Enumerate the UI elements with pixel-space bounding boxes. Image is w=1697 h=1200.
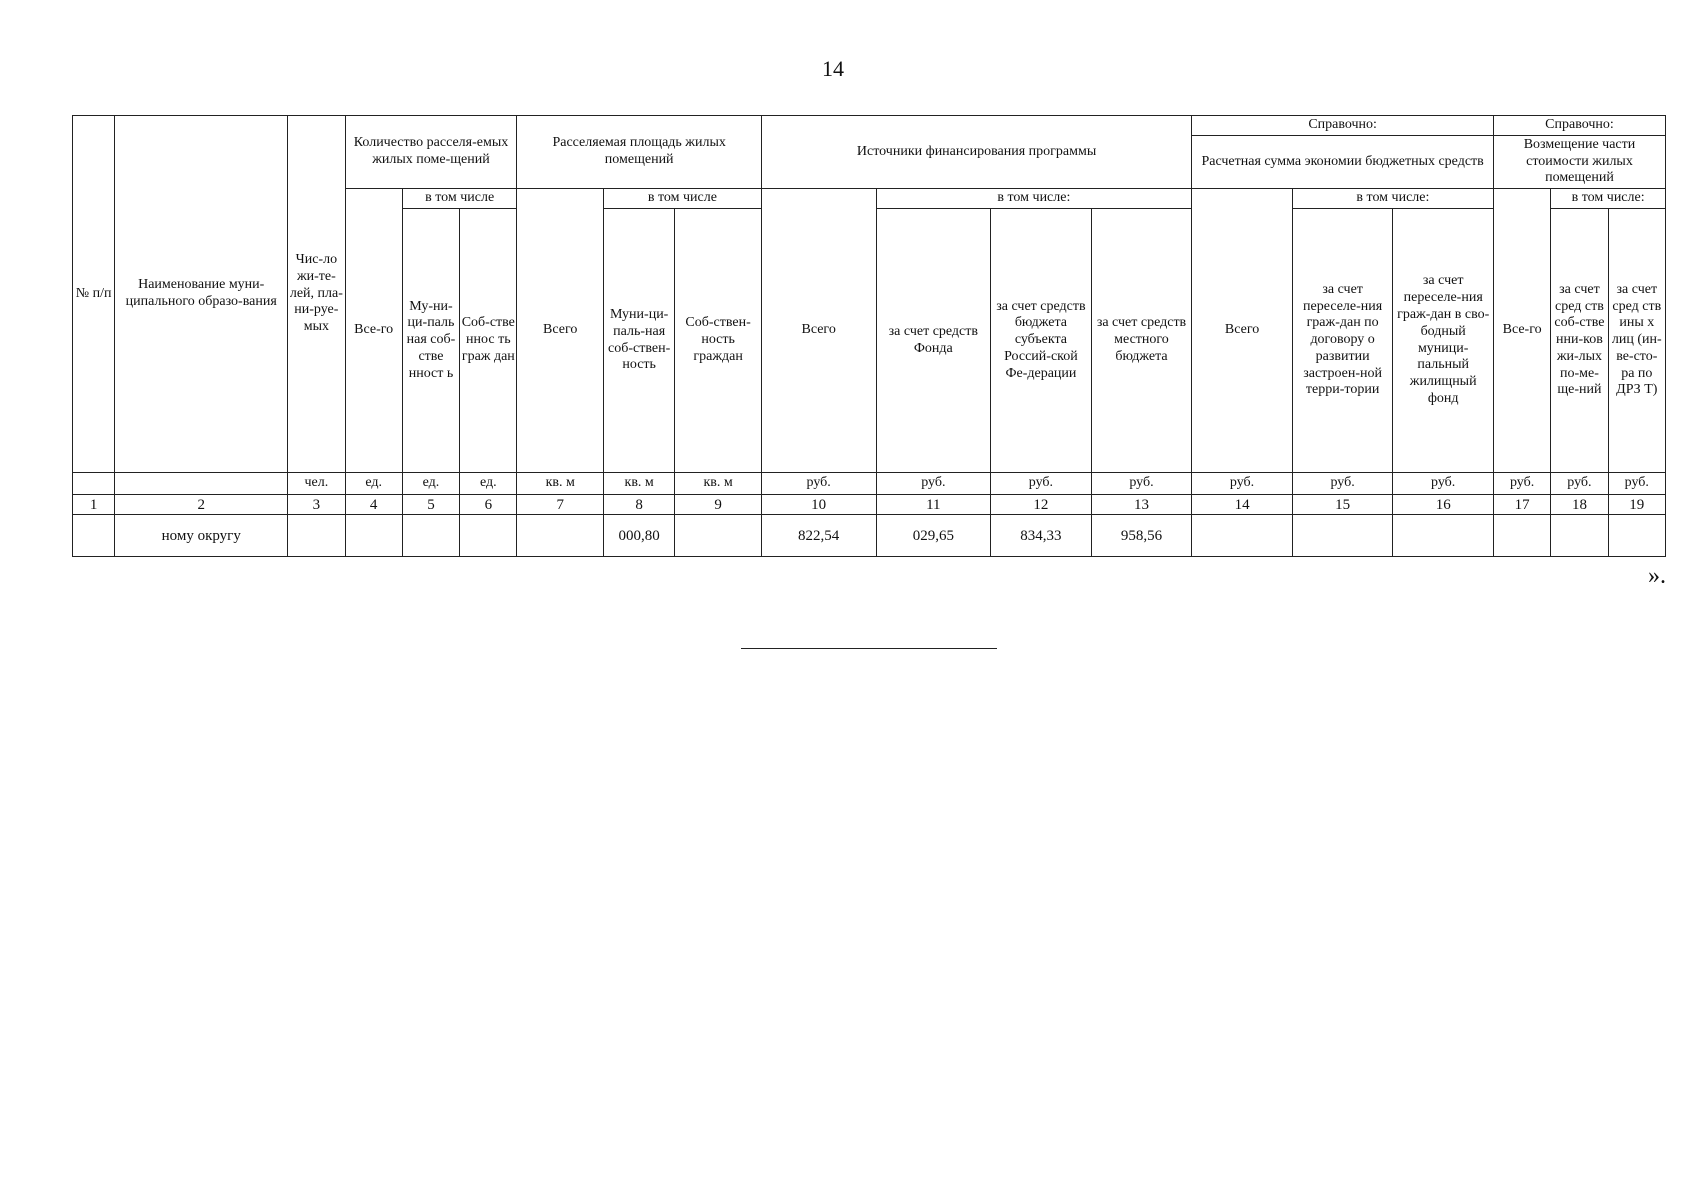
data-cell — [1493, 515, 1550, 557]
column-number: 2 — [115, 495, 288, 515]
reference-label: Справочно: — [1192, 116, 1494, 136]
header-including: в том числе: — [876, 189, 1192, 209]
header-economy-free: за счет переселе-ния граж-дан в сво-бодный муници-пальный жилищный фонд — [1393, 209, 1494, 473]
header-num: № п/п — [73, 116, 115, 473]
column-number: 8 — [603, 495, 674, 515]
unit-cell: руб. — [761, 473, 876, 495]
column-number: 16 — [1393, 495, 1494, 515]
data-cell — [460, 515, 517, 557]
data-cell-name: ному округу — [115, 515, 288, 557]
header-economy-group: Расчетная сумма экономии бюджетных средств — [1192, 136, 1494, 189]
data-cell — [1393, 515, 1494, 557]
closing-quote-mark: ». — [1648, 563, 1666, 589]
header-residents: Чис-ло жи-те-лей, пла-ни-руе-мых — [288, 116, 345, 473]
unit-cell: руб. — [1551, 473, 1608, 495]
closing-rule-divider — [741, 648, 997, 649]
data-cell-finance-local: 958,56 — [1091, 515, 1192, 557]
header-count-total: Все-го — [345, 189, 402, 473]
unit-cell: ед. — [402, 473, 459, 495]
header-economy-total: Всего — [1192, 189, 1293, 473]
data-cell-finance-total: 822,54 — [761, 515, 876, 557]
column-number: 14 — [1192, 495, 1293, 515]
unit-cell: чел. — [288, 473, 345, 495]
unit-cell: ед. — [345, 473, 402, 495]
header-finance-group: Источники финансирования программы — [761, 116, 1191, 189]
unit-cell: руб. — [1493, 473, 1550, 495]
column-number: 3 — [288, 495, 345, 515]
header-count-private: Соб-стве ннос ть граж дан — [460, 209, 517, 473]
header-economy-drzt: за счет переселе-ния граж-дан по договору о развитии застроен-ной терри-тории — [1292, 209, 1393, 473]
header-finance-fund: за счет средств Фонда — [876, 209, 991, 473]
header-area-group: Расселяемая площадь жилых помещений — [517, 116, 761, 189]
header-area-municipal: Муни-ци-паль-ная соб-ствен-ность — [603, 209, 674, 473]
unit-cell: руб. — [1292, 473, 1393, 495]
column-number: 5 — [402, 495, 459, 515]
column-number: 6 — [460, 495, 517, 515]
data-cell-area-municipal: 000,80 — [603, 515, 674, 557]
unit-cell: руб. — [1608, 473, 1665, 495]
header-count-group: Количество расселя-емых жилых поме-щений — [345, 116, 517, 189]
header-compensation-group: Возмещение части стоимости жилых помещений — [1493, 136, 1665, 189]
table-row — [73, 515, 1666, 557]
unit-cell: руб. — [876, 473, 991, 495]
header-including: в том числе: — [1292, 189, 1493, 209]
column-number: 1 — [73, 495, 115, 515]
unit-cell: руб. — [991, 473, 1092, 495]
data-cell — [402, 515, 459, 557]
column-number: 4 — [345, 495, 402, 515]
data-cell-finance-subject: 834,33 — [991, 515, 1092, 557]
page-number: 14 — [822, 56, 844, 81]
unit-cell: кв. м — [517, 473, 603, 495]
unit-cell: руб. — [1091, 473, 1192, 495]
data-cell — [1551, 515, 1608, 557]
unit-cell: ед. — [460, 473, 517, 495]
header-comp-total: Все-го — [1493, 189, 1550, 473]
data-cell — [345, 515, 402, 557]
header-including: в том числе: — [1551, 189, 1666, 209]
unit-cell: руб. — [1393, 473, 1494, 495]
data-cell — [675, 515, 762, 557]
header-area-total: Всего — [517, 189, 603, 473]
column-number: 18 — [1551, 495, 1608, 515]
header-finance-subject: за счет средств бюджета субъекта Россий-ской Фе-дерации — [991, 209, 1092, 473]
data-cell — [517, 515, 603, 557]
unit-cell — [73, 473, 115, 495]
header-comp-others: за счет сред ств ины х лиц (ин-ве-сто-ра по ДРЗ Т) — [1608, 209, 1665, 473]
column-number: 19 — [1608, 495, 1665, 515]
column-number: 7 — [517, 495, 603, 515]
header-name: Наименование муни-ципального образо-вания — [115, 116, 288, 473]
reference-label: Справочно: — [1493, 116, 1665, 136]
unit-cell: кв. м — [603, 473, 674, 495]
header-comp-owners: за счет сред ств соб-стве нни-ков жи-лых по-ме-ще-ний — [1551, 209, 1608, 473]
data-cell — [73, 515, 115, 557]
column-number: 13 — [1091, 495, 1192, 515]
unit-cell: кв. м — [675, 473, 762, 495]
header-finance-local: за счет средств местного бюджета — [1091, 209, 1192, 473]
header-including: в том числе — [402, 189, 517, 209]
unit-cell — [115, 473, 288, 495]
column-number: 9 — [675, 495, 762, 515]
resettlement-table — [72, 115, 1666, 557]
unit-cell: руб. — [1192, 473, 1293, 495]
header-including: в том числе — [603, 189, 761, 209]
data-cell — [1608, 515, 1665, 557]
data-cell-finance-fund: 029,65 — [876, 515, 991, 557]
data-cell — [1192, 515, 1293, 557]
data-cell — [288, 515, 345, 557]
column-number: 15 — [1292, 495, 1393, 515]
column-number: 10 — [761, 495, 876, 515]
data-cell — [1292, 515, 1393, 557]
header-area-private: Соб-ствен-ность граждан — [675, 209, 762, 473]
column-number: 12 — [991, 495, 1092, 515]
header-count-municipal: Му-ни-ци-паль ная соб-стве нност ь — [402, 209, 459, 473]
column-number: 11 — [876, 495, 991, 515]
header-finance-total: Всего — [761, 189, 876, 473]
column-number: 17 — [1493, 495, 1550, 515]
